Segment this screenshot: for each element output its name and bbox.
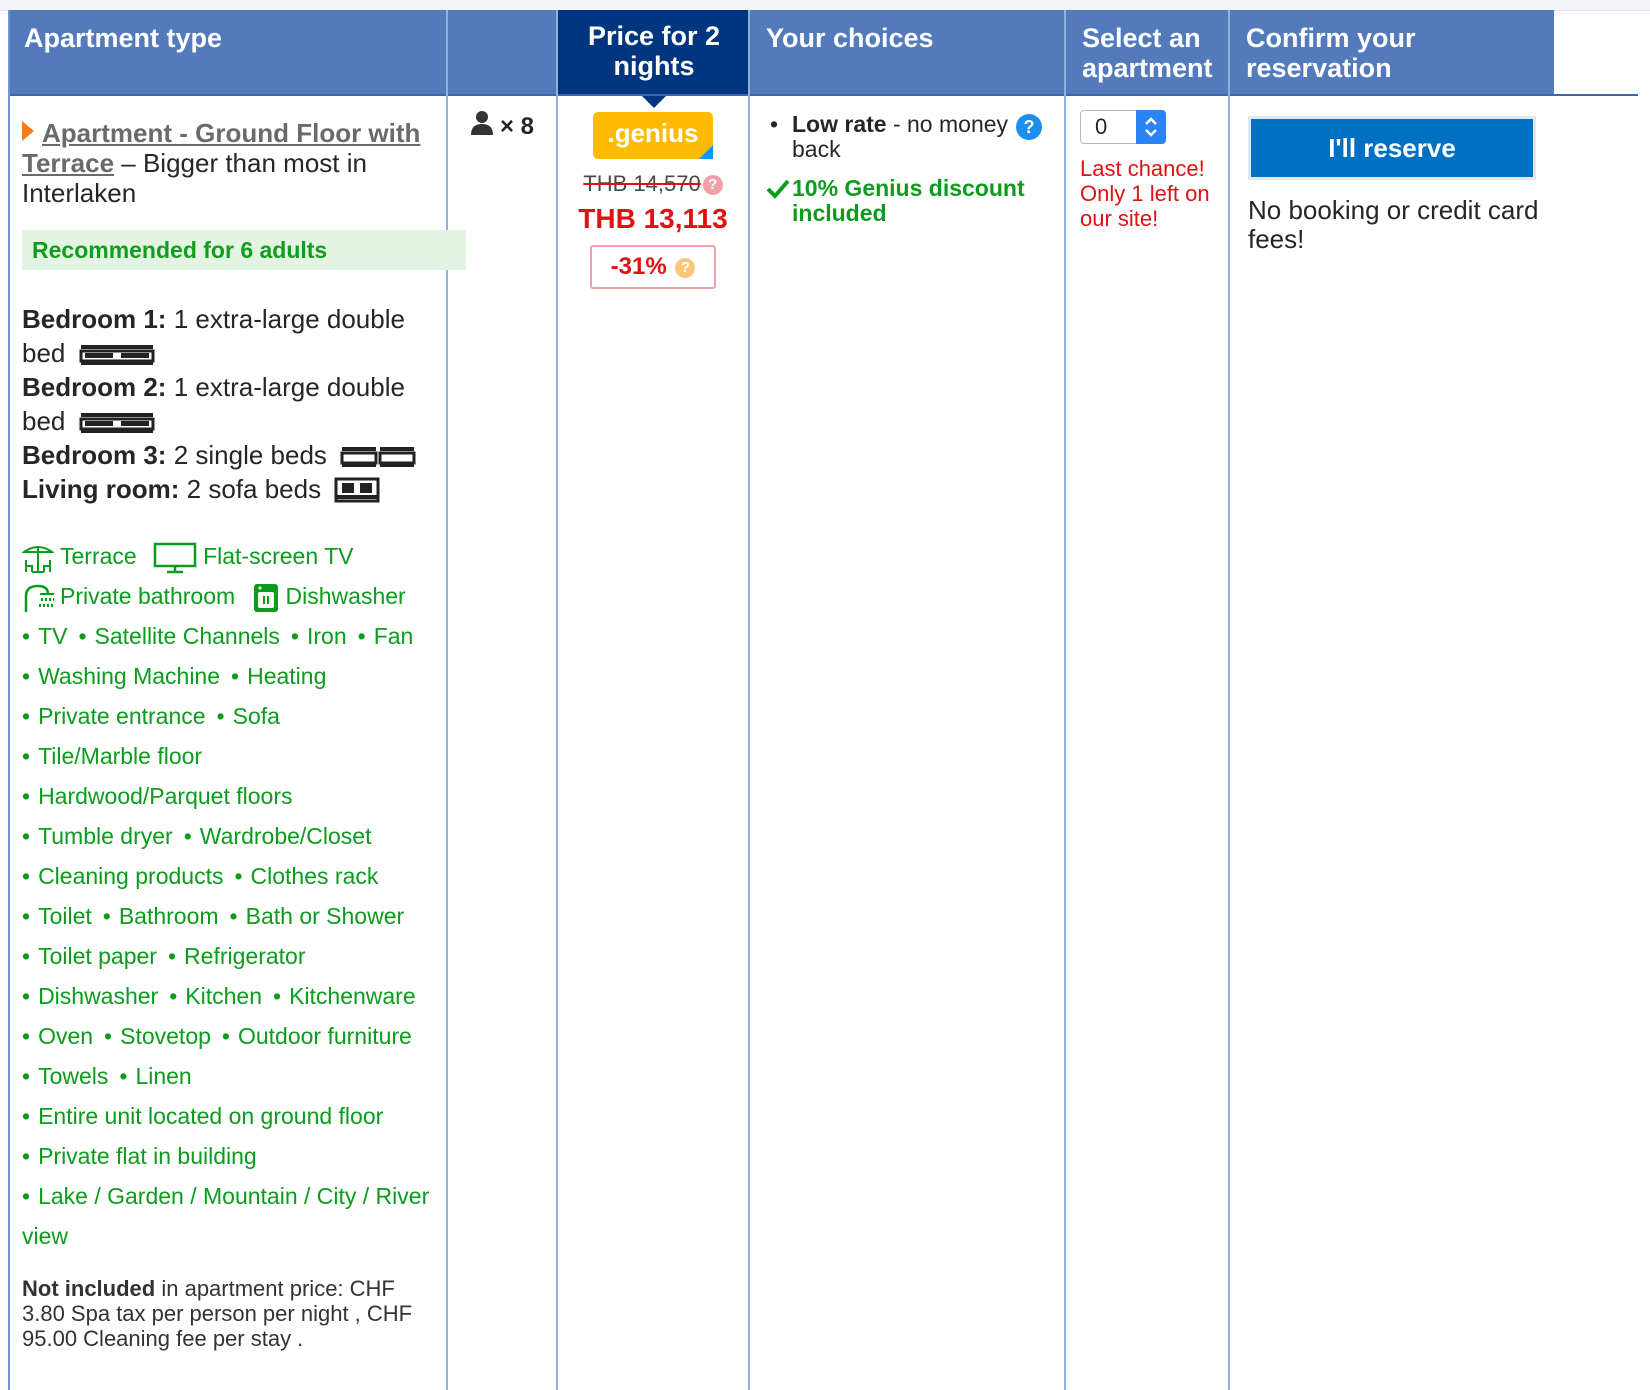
facility-item: • Washing Machine [22,663,220,689]
no-fees-note: No booking or credit card fees! [1248,195,1539,254]
facility-row [22,1136,434,1176]
facility-row [22,656,434,696]
facility-list [22,616,434,1256]
rate-line [766,112,1050,162]
bedroom-label: Living room: [22,474,180,504]
facility-flat-screen-tv: Flat-screen TV [203,543,354,569]
discount-badge [590,245,716,289]
current-price: THB 13,113 [578,203,728,234]
facility-row [22,896,434,936]
header-occupancy [448,10,558,94]
rate-text: - no money back [792,111,1009,162]
checkmark-icon [766,176,790,200]
facilities [22,536,434,1256]
facility-row [22,1176,434,1256]
facility-item: • Towels [22,1063,108,1089]
bedroom-label: Bedroom 3: [22,440,167,470]
apartment-title [22,118,434,208]
bedroom-text: 2 single beds [173,440,327,470]
shower-icon [22,582,54,614]
header-apartment-type: Apartment type [8,10,448,94]
discount-help-icon[interactable]: ? [675,258,695,278]
facility-item: • Oven [22,1023,93,1049]
bedroom-row [22,438,434,472]
facility-row [22,1096,434,1136]
facility-item: • Lake / Garden / Mountain / City / River view [22,1183,429,1249]
column-divider [446,10,448,1390]
double-bed-icon [79,409,155,437]
bedroom-label: Bedroom 1: [22,304,167,334]
facility-row [22,816,434,856]
bedroom-row [22,302,434,370]
facility-row [22,736,434,776]
facility-item: • Iron [291,623,347,649]
select-column [1066,96,1228,231]
header-price [558,10,750,94]
choices-column [750,96,1064,226]
facility-item: • Stovetop [104,1023,211,1049]
apartment-column [10,96,446,1351]
facility-row [22,696,434,736]
genius-discount-text: 10% Genius discount included [792,175,1025,226]
up-down-chevron-icon [1136,110,1166,144]
original-price: THB 14,570 [583,171,701,196]
not-included-text: in apartment price: CHF 3.80 Spa tax per person per night , CHF 95.00 Cleaning fee per stay . [22,1276,413,1351]
facility-item: • Private flat in building [22,1143,257,1169]
facility-private-bathroom: Private bathroom [60,583,236,609]
facility-row [22,1016,434,1056]
facility-item: • Entire unit located on ground floor [22,1103,383,1129]
facility-item: • Toilet paper [22,943,157,969]
select-value: 0 [1095,114,1108,139]
facility-item: • Satellite Channels [78,623,279,649]
facility-item: • Toilet [22,903,92,929]
occupancy-column [448,96,556,141]
facility-row [22,616,434,656]
bedroom-text: 2 sofa beds [186,474,322,504]
urgency-message: Last chance! Only 1 left on our site! [1080,156,1210,231]
facility-item: • Wardrobe/Closet [184,823,372,849]
double-bed-icon [79,341,155,369]
bedroom-text: 1 extra-large double bed [22,304,405,368]
sofa-bed-icon [334,477,380,505]
apartment-tagline: – Bigger than most in Interlaken [22,148,367,208]
not-included-label: Not included [22,1276,156,1301]
facility-item: • Cleaning products [22,863,223,889]
facility-item: • Sofa [217,703,280,729]
bedroom-text: 1 extra-large double bed [22,372,405,436]
facility-row [22,976,434,1016]
room-table [8,10,1638,1390]
bedroom-label: Bedroom 2: [22,372,167,402]
header-price-label: Price for 2 nights [587,21,721,81]
apartment-quantity-select[interactable] [1080,110,1166,144]
dishwasher-icon [252,582,280,614]
facility-row [22,936,434,976]
header-confirm: Confirm your reservation [1230,10,1554,94]
facility-item: • Private entrance [22,703,206,729]
terrace-icon [22,542,54,574]
select-stepper[interactable] [1136,110,1166,144]
price-help-icon[interactable]: ? [703,175,723,195]
facility-row [22,1056,434,1096]
facility-item: • Linen [119,1063,191,1089]
facility-item: • Dishwasher [22,983,158,1009]
bedroom-row [22,370,434,438]
occupancy-count: × 8 [499,113,535,140]
reserve-button[interactable]: I'll reserve [1248,116,1536,180]
apartment-name-link[interactable]: Apartment - Ground Floor with Terrace [22,118,421,178]
rate-bold: Low rate [792,111,887,137]
bedroom-row [22,472,434,506]
confirm-column [1230,96,1554,254]
discount-value: -31% [610,253,667,280]
single-beds-icon [340,443,416,471]
facility-item: • Bathroom [103,903,219,929]
facility-row [22,776,434,816]
facility-item: • Fan [358,623,414,649]
header-select: Select an apartment [1066,10,1230,94]
facility-item: • TV [22,623,67,649]
facility-item: • Tumble dryer [22,823,173,849]
tv-icon [153,542,197,574]
facility-item: • Clothes rack [234,863,378,889]
expand-triangle-icon[interactable] [22,121,34,141]
price-column [558,96,748,289]
facility-item: • Refrigerator [168,943,306,969]
facility-item: • Outdoor furniture [222,1023,412,1049]
facility-item: • Bath or Shower [230,903,405,929]
facility-item: • Kitchenware [273,983,416,1009]
facility-item: • Kitchen [169,983,262,1009]
facility-dishwasher: Dishwasher [285,583,406,609]
header-choices: Your choices [750,10,1066,94]
facility-terrace: Terrace [60,543,137,569]
genius-badge: .genius [593,112,712,159]
original-price-row [558,171,748,197]
facility-item: • Heating [231,663,326,689]
facility-item: • Tile/Marble floor [22,743,202,769]
main-facilities [22,536,434,616]
rate-info-icon[interactable]: ? [1016,114,1042,140]
not-included-note [22,1276,434,1351]
recommended-badge: Recommended for 6 adults [22,230,466,270]
person-icon [470,110,494,136]
genius-discount-line [766,176,1050,226]
facility-item: • Hardwood/Parquet floors [22,783,292,809]
facility-row [22,856,434,896]
bed-list [22,302,434,506]
